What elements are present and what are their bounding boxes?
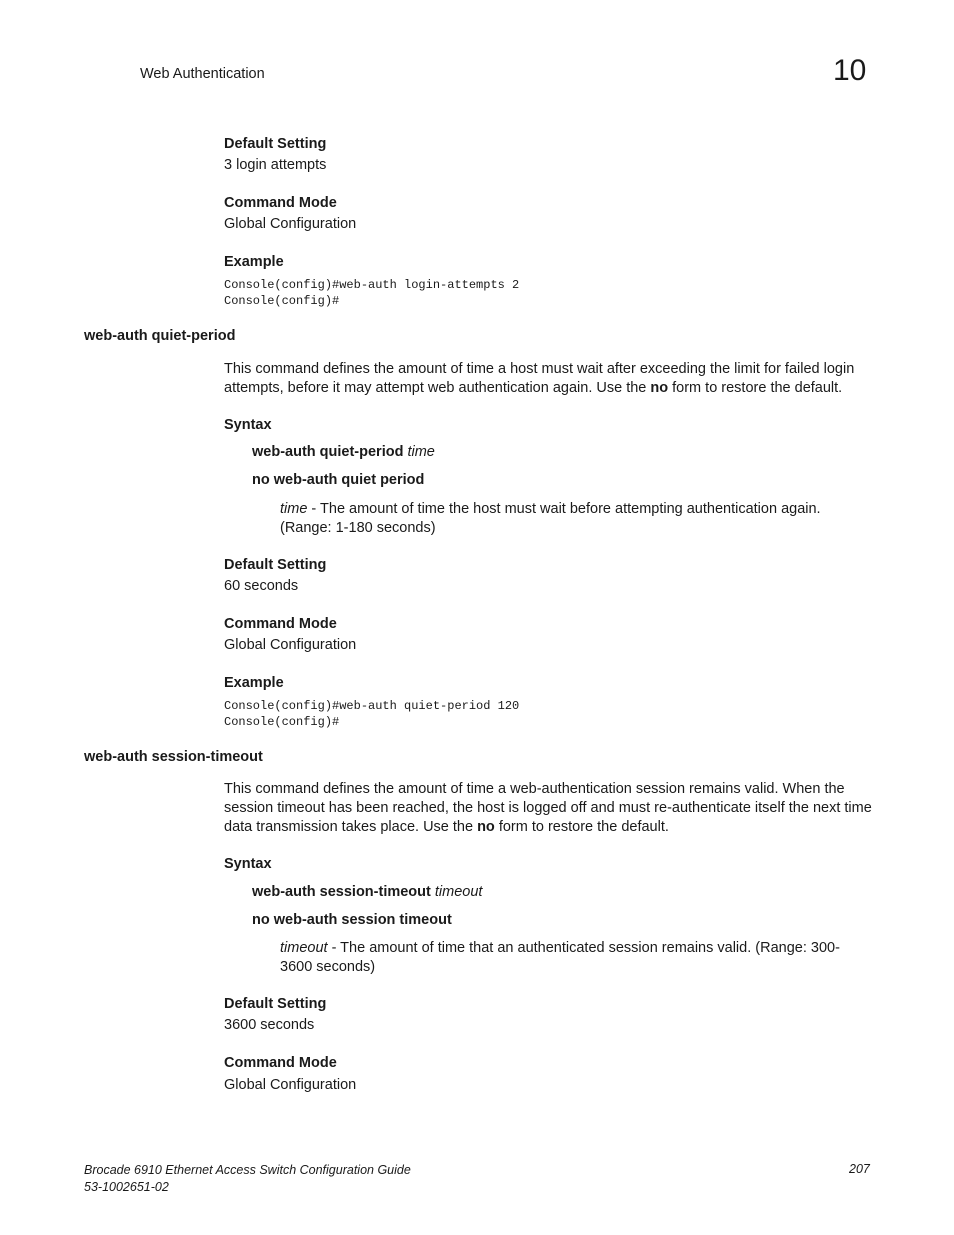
command-keyword: web-auth quiet-period <box>252 444 404 460</box>
parameter-description <box>280 500 870 538</box>
default-setting-heading: Default Setting <box>224 557 327 573</box>
parameter-name: time <box>280 501 308 517</box>
example-code-line: Console(config)#web-auth quiet-period 120 <box>224 699 520 713</box>
command-mode-value: Global Configuration <box>224 216 357 232</box>
command-mode-value: Global Configuration <box>224 1077 357 1093</box>
command-argument: time <box>407 444 435 460</box>
example-code-line: Console(config)#web-auth login-attempts 2 <box>224 278 520 292</box>
section-title-quiet-period: web-auth quiet-period <box>84 328 236 344</box>
command-mode-heading: Command Mode <box>224 616 337 632</box>
default-setting-heading: Default Setting <box>224 996 327 1012</box>
default-setting-value: 3600 seconds <box>224 1017 315 1033</box>
parameter-name: timeout <box>280 940 328 956</box>
syntax-command <box>252 884 482 900</box>
footer-doc-number: 53-1002651-02 <box>84 1180 169 1194</box>
syntax-command <box>252 444 435 460</box>
running-header: Web Authentication <box>140 66 265 82</box>
description-paragraph <box>224 780 874 837</box>
syntax-no-command <box>252 912 452 928</box>
description-paragraph <box>224 360 874 398</box>
description-text: form to restore the default. <box>494 819 669 835</box>
chapter-number: 10 <box>833 54 867 87</box>
command-keyword: no web-auth session timeout <box>252 912 452 928</box>
default-setting-value: 3 login attempts <box>224 157 327 173</box>
description-text: This command defines the amount of time a web-authentication session remains valid. When the session timeout has been reached, the host is logged off and must re-authenticate itself the next time data transmission takes place. Use the <box>224 781 872 835</box>
syntax-heading: Syntax <box>224 417 272 433</box>
page-number: 207 <box>849 1162 870 1176</box>
footer-doc-title: Brocade 6910 Ethernet Access Switch Configuration Guide <box>84 1163 411 1177</box>
keyword-no: no <box>477 819 495 835</box>
syntax-heading: Syntax <box>224 856 272 872</box>
default-setting-heading: Default Setting <box>224 136 327 152</box>
command-mode-heading: Command Mode <box>224 195 337 211</box>
footer <box>84 1162 411 1196</box>
parameter-text: - The amount of time the host must wait before attempting authentication again. (Range: 1-180 seconds) <box>280 501 821 536</box>
command-argument: timeout <box>434 884 483 900</box>
description-text: form to restore the default. <box>668 380 843 396</box>
example-code-line: Console(config)# <box>224 294 340 308</box>
command-keyword: no web-auth quiet period <box>252 472 425 488</box>
parameter-text: - The amount of time that an authenticated session remains valid. (Range: 300-3600 seconds) <box>280 940 840 975</box>
command-keyword: web-auth session-timeout <box>252 884 431 900</box>
default-setting-value: 60 seconds <box>224 578 299 594</box>
section-title-session-timeout: web-auth session-timeout <box>84 749 263 765</box>
keyword-no: no <box>650 380 669 396</box>
parameter-description <box>280 939 870 977</box>
example-heading: Example <box>224 254 284 270</box>
example-heading: Example <box>224 675 284 691</box>
command-mode-value: Global Configuration <box>224 637 357 653</box>
syntax-no-command <box>252 472 424 488</box>
command-mode-heading: Command Mode <box>224 1055 337 1071</box>
description-text: This command defines the amount of time a host must wait after exceeding the limit for failed login attempts, before it may attempt web authentication again. Use the <box>224 361 855 396</box>
example-code-line: Console(config)# <box>224 715 340 729</box>
